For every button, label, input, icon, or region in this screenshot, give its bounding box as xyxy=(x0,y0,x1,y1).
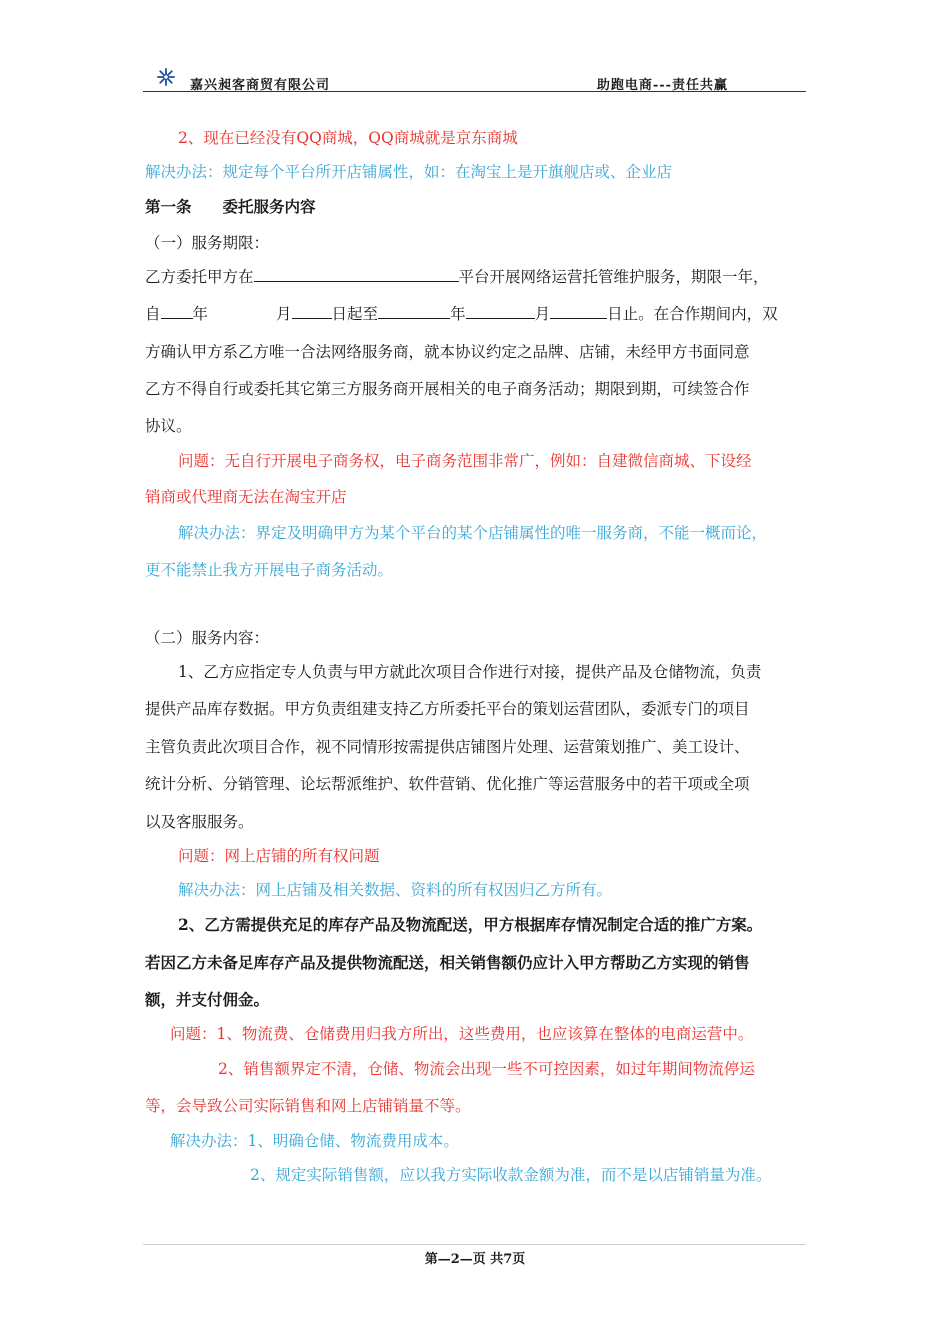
contract-line: 协议。 xyxy=(145,417,192,435)
blank-start-day[interactable] xyxy=(292,304,332,319)
solution-line: 解决办法：规定每个平台所开店铺属性，如：在淘宝上是开旗舰店或、企业店 xyxy=(145,163,673,181)
issue-line: 问题：网上店铺的所有权问题 xyxy=(178,847,380,865)
company-name: 嘉兴昶客商贸有限公司 xyxy=(190,78,331,93)
contract-line: 主管负责此次项目合作，视不同情形按需提供店铺图片处理、运营策划推广、美工设计、 xyxy=(145,738,750,756)
contract-text: 日起至 xyxy=(331,305,379,323)
blank-end-month[interactable] xyxy=(466,304,535,319)
section-heading: （一）服务期限： xyxy=(145,234,270,252)
solution-line: 解决办法：1、明确仓储、物流费用成本。 xyxy=(170,1132,459,1150)
contract-line: 统计分析、分销管理、论坛帮派维护、软件营销、优化推广等运营服务中的若干项或全项 xyxy=(145,775,750,793)
solution-line: 解决办法：界定及明确甲方为某个平台的某个店铺属性的唯一服务商，不能一概而论， xyxy=(178,524,768,542)
issue-line: 2、销售额界定不清，仓储、物流会出现一些不可控因素，如过年期间物流停运 xyxy=(218,1060,755,1078)
blank-start-year[interactable] xyxy=(161,304,193,319)
contract-line: 方确认甲方系乙方唯一合法网络服务商，就本协议约定之品牌、店铺，未经甲方书面同意 xyxy=(145,343,750,361)
article-heading: 第一条 委托服务内容 xyxy=(145,197,316,216)
contract-line: 乙方不得自行或委托其它第三方服务商开展相关的电子商务活动；期限到期，可续签合作 xyxy=(145,380,750,398)
contract-line xyxy=(145,267,769,287)
page-header xyxy=(143,66,806,94)
page-number: 第—2—页 共7页 xyxy=(424,1252,526,1267)
contract-text: 平台开展网络运营托管维护服务，期限一年， xyxy=(458,268,769,286)
header-divider xyxy=(143,91,806,92)
contract-text: 月 xyxy=(276,305,292,323)
contract-text: 日止。在合作期间内，双 xyxy=(607,305,778,323)
issue-line: 问题：1、物流费、仓储费用归我方所出，这些费用，也应该算在整体的电商运营中。 xyxy=(170,1025,754,1043)
issue-line: 问题：无自行开展电子商务权，电子商务范围非常广，例如：自建微信商城、下设经 xyxy=(178,452,752,470)
contract-text: 自 xyxy=(145,305,161,323)
note-line: 2、现在已经没有QQ商城，QQ商城就是京东商城 xyxy=(178,129,518,147)
footer-divider xyxy=(143,1244,806,1245)
blank-platform-field[interactable] xyxy=(254,267,459,282)
issue-line: 销商或代理商无法在淘宝开店 xyxy=(145,488,347,506)
contract-line xyxy=(145,304,778,324)
snowflake-logo-icon xyxy=(157,68,175,86)
solution-line: 2、规定实际销售额，应以我方实际收款金额为准，而不是以店铺销量为准。 xyxy=(250,1166,772,1184)
contract-line: 1、乙方应指定专人负责与甲方就此次项目合作进行对接，提供产品及仓储物流，负责 xyxy=(178,663,762,681)
blank-end-day[interactable] xyxy=(550,304,607,319)
contract-text: 月 xyxy=(534,305,551,323)
contract-text: 年 xyxy=(192,305,209,323)
contract-line-bold: 2、乙方需提供充足的库存产品及物流配送，甲方根据库存情况制定合适的推广方案。 xyxy=(178,915,763,934)
contract-text: 乙方委托甲方在 xyxy=(145,268,254,286)
solution-line: 更不能禁止我方开展电子商务活动。 xyxy=(145,561,394,579)
contract-line: 提供产品库存数据。甲方负责组建支持乙方所委托平台的策划运营团队，委派专门的项目 xyxy=(145,700,750,718)
issue-line: 等，会导致公司实际销售和网上店铺销量不等。 xyxy=(145,1097,471,1115)
solution-line: 解决办法：网上店铺及相关数据、资料的所有权因归乙方所有。 xyxy=(178,881,613,899)
header-slogan: 助跑电商---责任共赢 xyxy=(596,78,728,93)
section-heading: （二）服务内容： xyxy=(145,629,270,647)
contract-text: 年 xyxy=(450,305,466,323)
contract-line-bold: 额，并支付佣金。 xyxy=(145,990,270,1009)
contract-line-bold: 若因乙方未备足库存产品及提供物流配送，相关销售额仍应计入甲方帮助乙方实现的销售 xyxy=(145,953,750,972)
contract-line: 以及客服服务。 xyxy=(145,813,254,831)
blank-end-year[interactable] xyxy=(378,304,450,319)
